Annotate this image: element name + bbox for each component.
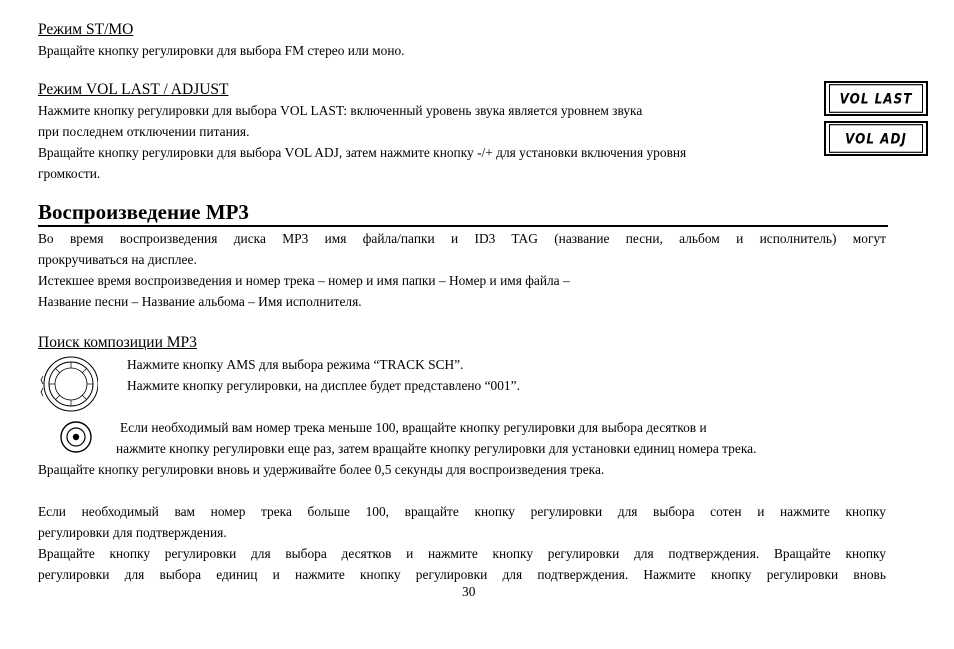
vol-adj-display-text: VOL ADJ [829, 124, 923, 153]
search-para-5-line-1: Вращайте кнопку регулировки для выбора десятков и нажмите кнопку регулировки для подтверждения. Вращайте кнопку [38, 546, 886, 561]
rotary-knob-icon [38, 354, 98, 414]
vol-last-display-text: VOL LAST [829, 84, 923, 113]
vol-adj-display [824, 121, 928, 156]
mp3-title: Воспроизведение MP3 [38, 200, 249, 224]
search-para-5-line-2: регулировки для выбора единиц и нажмите кнопку регулировки для подтверждения. Нажмите кнопку регулировки вновь [38, 567, 886, 582]
vol-text-line-2: при последнем отключении питания. [38, 124, 250, 139]
vol-heading: Режим VOL LAST / ADJUST [38, 81, 229, 98]
mp3-para-3: Название песни – Название альбома – Имя исполнителя. [38, 294, 362, 309]
page-number: 30 [462, 584, 476, 599]
vol-text-line-3: Вращайте кнопку регулировки для выбора VOL ADJ, затем нажмите кнопку -/+ для установки включения уровня [38, 145, 687, 160]
search-step-3-line-3: Вращайте кнопку регулировки вновь и удерживайте более 0,5 секунды для воспроизведения трека. [38, 462, 605, 477]
vol-last-display [824, 81, 928, 116]
mp3-para-1-line-2: прокручиваться на дисплее. [38, 252, 197, 267]
search-step-2: Нажмите кнопку регулировки, на дисплее будет представлено “001”. [127, 378, 520, 393]
st-mo-text: Вращайте кнопку регулировки для выбора FM стерео или моно. [38, 43, 405, 58]
search-step-3-line-2: нажмите кнопку регулировки еще раз, затем вращайте кнопку регулировки для установки единиц номера трека. [116, 441, 757, 456]
search-para-4-line-1: Если необходимый вам номер трека больше 100, вращайте кнопку регулировки для выбора сотен и нажмите кнопку [38, 504, 886, 519]
mp3-para-2: Истекшее время воспроизведения и номер трека – номер и имя папки – Номер и имя файла – [38, 273, 570, 288]
title-rule [38, 225, 888, 227]
vol-text-line-1: Нажмите кнопку регулировки для выбора VOL LAST: включенный уровень звука является уровнем звука [38, 103, 643, 118]
mp3-para-1-line-1: Во время воспроизведения диска MP3 имя файла/папки и ID3 TAG (название песни, альбом и исполнитель) могут [38, 231, 886, 246]
search-step-3-line-1: Если необходимый вам номер трека меньше 100, вращайте кнопку регулировки для выбора десятков и [120, 420, 707, 435]
st-mo-heading: Режим ST/MO [38, 21, 134, 38]
vol-text-line-4: громкости. [38, 166, 101, 181]
search-heading: Поиск композиции MP3 [38, 334, 197, 351]
search-para-4-line-2: регулировки для подтверждения. [38, 525, 227, 540]
press-button-icon [58, 419, 94, 455]
search-step-1: Нажмите кнопку AMS для выбора режима “TRACK SCH”. [127, 357, 464, 372]
